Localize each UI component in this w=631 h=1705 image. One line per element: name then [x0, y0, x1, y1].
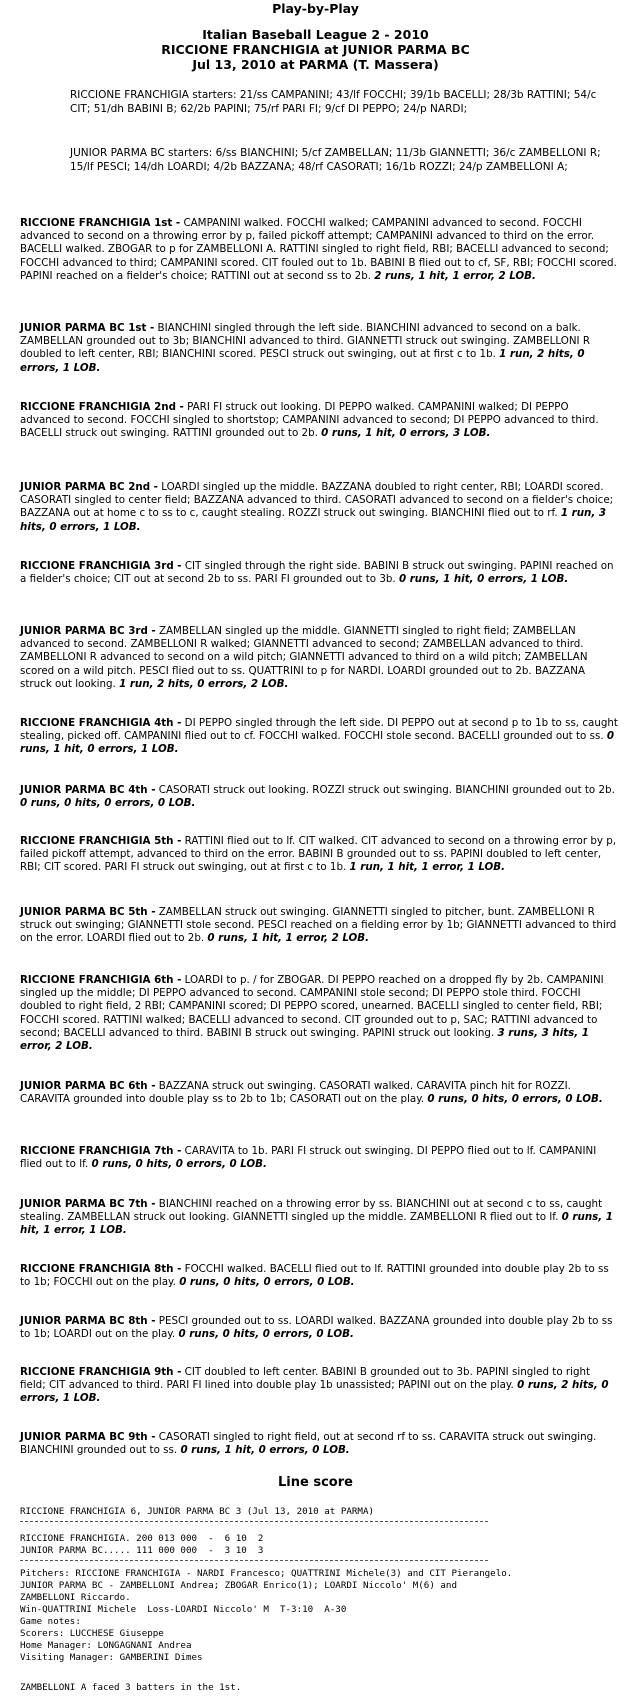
inning-result: 0 runs, 1 hit, 0 errors, 1 LOB.	[398, 573, 569, 586]
inning-label: RICCIONE FRANCHIGIA 8th -	[20, 1263, 182, 1275]
inning-label: JUNIOR PARMA BC 9th -	[20, 1431, 156, 1443]
inning-result: 1 run, 1 hit, 1 error, 1 LOB.	[349, 861, 506, 874]
game-note: Win-QUATTRINI Michele Loss-LOARDI Niccolo' M T-3:10 A-30	[20, 1604, 347, 1615]
inning-summary	[20, 401, 618, 441]
inning-summary	[20, 1263, 618, 1289]
inning-text: RATTINI flied out to lf. CIT walked. CIT advanced to second on a throwing error by p, failed pickoff attempt, advanced to third on the error. BABINI B grounded out to ss. PAPINI doubled to left center, RBI; CIT scored. PARI FI struck out swinging, out at first c to 1b.	[20, 835, 617, 874]
inning-text: BAZZANA struck out swinging. CASORATI walked. CARAVITA pinch hit for ROZZI. CARAVITA grounded into double play ss to 2b to 1b; CASORATI out on the play.	[20, 1080, 571, 1106]
inning-result: 3 runs, 3 hits, 1 error, 2 LOB.	[20, 1026, 589, 1053]
inning-summary	[20, 1315, 618, 1341]
inning-result: 1 run, 2 hits, 0 errors, 1 LOB.	[20, 348, 585, 374]
inning-text: DI PEPPO singled through the left side. DI PEPPO out at second p to 1b to ss, caught stealing, picked off. CAMPANINI flied out to cf. FOCCHI walked. FOCCHI stole second. BACELLI grounded out to ss.	[20, 717, 618, 743]
inning-result: 0 runs, 1 hit, 1 error, 2 LOB.	[207, 932, 370, 945]
inning-result: 1 run, 3 hits, 0 errors, 1 LOB.	[20, 507, 607, 533]
inning-summary	[20, 1366, 618, 1406]
inning-result: 0 runs, 0 hits, 0 errors, 0 LOB.	[427, 1093, 603, 1106]
inning-text: LOARDI to p. / for ZBOGAR. DI PEPPO reached on a dropped fly by 2b. CAMPANINI singled up the middle; DI PEPPO advanced to second. CAMPANINI stole second; DI PEPPO stole third. FOCCHI doubled to right field, 2 RBI; CAMPANINI scored; DI PEPPO scored, unearned. BACELLI singled to center field, RBI; FOCCHI scored. RATTINI walked; BACELLI advanced to second. CIT grounded out to p, SAC; RATTINI advanced to second; BACELLI advanced to third. BABINI B struck out swinging. PAPINI struck out looking.	[20, 974, 604, 1039]
inning-summary	[20, 784, 618, 810]
inning-summary	[20, 1145, 618, 1171]
inning-label: JUNIOR PARMA BC 4th -	[20, 784, 156, 796]
footer-note: ZAMBELLONI A faced 3 batters in the 1st.	[20, 1682, 242, 1693]
inning-text: CARAVITA to 1b. PARI FI struck out swinging. DI PEPPO flied out to lf. CAMPANINI flied out to lf.	[20, 1145, 597, 1171]
inning-text: PARI FI struck out looking. DI PEPPO walked. CAMPANINI walked; DI PEPPO advanced to second. FOCCHI singled to shortstop; CAMPANINI advanced to second; DI PEPPO advanced to third. BACELLI struck out swinging. RATTINI grounded out to 2b.	[20, 401, 599, 440]
game-note: Scorers: LUCCHESE Giuseppe	[20, 1628, 164, 1639]
inning-text: CIT singled through the right side. BABINI B struck out swinging. PAPINI reached on a fielder's choice; CIT out at second 2b to ss. PARI FI grounded out to 3b.	[20, 560, 614, 586]
inning-text: FOCCHI walked. BACELLI flied out to lf. RATTINI grounded into double play 2b to ss to 1b; FOCCHI out on the play.	[20, 1263, 609, 1289]
visitor-starters: RICCIONE FRANCHIGIA starters: 21/ss CAMPANINI; 43/lf FOCCHI; 39/1b BACELLI; 28/3b RATTINI; 54/c CIT; 51/dh BABINI B; 62/2b PAPINI; 75/rf PARI FI; 9/cf DI PEPPO; 24/p NARDI;	[70, 89, 597, 115]
inning-result: 0 runs, 0 hits, 0 errors, 0 LOB.	[91, 1158, 267, 1171]
inning-summary	[20, 1080, 618, 1106]
inning-text: CASORATI singled to right field, out at second rf to ss. CARAVITA struck out swinging. BIANCHINI grounded out to ss.	[20, 1431, 597, 1457]
game-note: Pitchers: RICCIONE FRANCHIGIA - NARDI Francesco; QUATTRINI Michele(3) and CIT Pierangelo.	[20, 1568, 513, 1579]
inning-summary	[20, 322, 618, 375]
divider	[20, 1521, 488, 1522]
inning-summary	[20, 835, 618, 875]
inning-summary	[20, 625, 618, 691]
inning-result: 1 run, 2 hits, 0 errors, 2 LOB.	[119, 677, 289, 690]
inning-result: 0 runs, 1 hit, 0 errors, 1 LOB.	[20, 730, 615, 756]
inning-summary	[20, 560, 618, 586]
inning-summary	[20, 481, 618, 534]
game-note: Home Manager: LONGAGNANI Andrea	[20, 1640, 192, 1651]
inning-result: 0 runs, 1 hit, 0 errors, 3 LOB.	[321, 427, 491, 440]
inning-summary	[20, 217, 618, 283]
home-line: JUNIOR PARMA BC..... 111 000 000 - 3 10 3	[20, 1545, 264, 1556]
inning-text: CIT doubled to left center. BABINI B grounded out to 3b. PAPINI singled to right field; CIT advanced to third. PARI FI lined into double play 1b unassisted; PAPINI out on the play.	[20, 1366, 591, 1392]
inning-result: 0 runs, 0 hits, 0 errors, 0 LOB.	[179, 1276, 355, 1289]
inning-text: CAMPANINI walked. FOCCHI walked; CAMPANINI advanced to second. FOCCHI advanced to second on a throwing error by p, failed pickoff attempt; CAMPANINI advanced to third on the error. BACELLI walked. ZBOGAR to p for ZAMBELLONI A. RATTINI singled to right field, RBI; BACELLI advanced to second; FOCCHI advanced to third; CAMPANINI scored. CIT fouled out to 1b. BABINI B flied out to cf, SF, RBI; FOCCHI scored. PAPINI reached on a fielder's choice; RATTINI out at second ss to 2b.	[20, 217, 617, 282]
inning-text: CASORATI struck out looking. ROZZI struck out swinging. BIANCHINI grounded out to 2b.	[155, 784, 615, 796]
inning-label: RICCIONE FRANCHIGIA 9th -	[20, 1366, 182, 1378]
inning-label: JUNIOR PARMA BC 3rd -	[20, 625, 156, 637]
inning-result: 0 runs, 1 hit, 1 error, 1 LOB.	[20, 1211, 613, 1237]
date-heading: Jul 13, 2010 at PARMA (T. Massera)	[192, 57, 439, 72]
inning-label: JUNIOR PARMA BC 5th -	[20, 906, 156, 918]
page-title: Play-by-Play	[272, 1, 359, 16]
inning-summary	[20, 974, 618, 1053]
inning-label: RICCIONE FRANCHIGIA 7th -	[20, 1145, 182, 1157]
inning-label: RICCIONE FRANCHIGIA 4th -	[20, 717, 182, 729]
divider	[20, 1560, 488, 1561]
game-note: Visiting Manager: GAMBERINI Dimes	[20, 1652, 203, 1663]
inning-summary	[20, 1431, 618, 1457]
inning-label: RICCIONE FRANCHIGIA 2nd -	[20, 401, 184, 413]
inning-label: JUNIOR PARMA BC 2nd -	[20, 481, 158, 493]
league-heading: Italian Baseball League 2 - 2010	[202, 27, 429, 42]
inning-result: 0 runs, 0 hits, 0 errors, 0 LOB.	[20, 797, 196, 810]
inning-text: PESCI grounded out to ss. LOARDI walked. BAZZANA grounded into double play 2b to ss to 1b; LOARDI out on the play.	[20, 1315, 613, 1341]
inning-label: JUNIOR PARMA BC 8th -	[20, 1315, 156, 1327]
inning-label: RICCIONE FRANCHIGIA 6th -	[20, 974, 182, 986]
inning-text: LOARDI singled up the middle. BAZZANA doubled to right center, RBI; LOARDI scored. CASORATI singled to center field; BAZZANA advanced to third. CASORATI advanced to second on a fielder's choice; BAZZANA out at home c to ss to c, caught stealing. ROZZI struck out swinging. BIANCHINI flied out to rf.	[20, 481, 614, 520]
inning-label: RICCIONE FRANCHIGIA 1st -	[20, 217, 181, 229]
matchup-heading: RICCIONE FRANCHIGIA at JUNIOR PARMA BC	[161, 42, 470, 57]
inning-text: ZAMBELLAN struck out swinging. GIANNETTI singled to pitcher, bunt. ZAMBELLONI R struck out swinging; GIANNETTI stole second. PESCI reached on a fielding error by 1b; GIANNETTI advanced to third on the error. LOARDI flied out to 2b.	[20, 906, 617, 945]
game-note: ZAMBELLONI Riccardo.	[20, 1592, 131, 1603]
inning-text: ZAMBELLAN singled up the middle. GIANNETTI singled to right field; ZAMBELLAN advanced to second. ZAMBELLONI R walked; GIANNETTI advanced to second; ZAMBELLAN advanced to third. ZAMBELLONI R advanced to second on a wild pitch; GIANNETTI advanced to third on a wild pitch; ZAMBELLAN scored on a wild pitch. PESCI flied out to ss. QUATTRINI to p for NARDI. LOARDI grounded out to 2b. BAZZANA struck out looking.	[20, 625, 588, 690]
inning-label: JUNIOR PARMA BC 7th -	[20, 1198, 156, 1210]
inning-label: JUNIOR PARMA BC 6th -	[20, 1080, 156, 1092]
game-note: JUNIOR PARMA BC - ZAMBELLONI Andrea; ZBOGAR Enrico(1); LOARDI Niccolo' M(6) and	[20, 1580, 457, 1591]
inning-result: 0 runs, 0 hits, 0 errors, 0 LOB.	[178, 1328, 354, 1341]
inning-label: RICCIONE FRANCHIGIA 3rd -	[20, 560, 182, 572]
home-starters: JUNIOR PARMA BC starters: 6/ss BIANCHINI; 5/cf ZAMBELLAN; 11/3b GIANNETTI; 36/c ZAMBELLONI R; 15/lf PESCI; 14/dh LOARDI; 4/2b BAZZANA; 48/rf CASORATI; 16/1b ROZZI; 24/p ZAMBELLONI A;	[70, 147, 601, 173]
inning-result: 2 runs, 1 hit, 1 error, 2 LOB.	[374, 269, 536, 282]
inning-result: 0 runs, 2 hits, 0 errors, 1 LOB.	[20, 1379, 609, 1405]
inning-label: RICCIONE FRANCHIGIA 5th -	[20, 835, 182, 847]
final-score: RICCIONE FRANCHIGIA 6, JUNIOR PARMA BC 3 (Jul 13, 2010 at PARMA)	[20, 1506, 375, 1517]
inning-summary	[20, 717, 618, 757]
inning-summary	[20, 1198, 618, 1238]
line-score-title: Line score	[278, 1475, 353, 1490]
inning-result: 0 runs, 1 hit, 0 errors, 0 LOB.	[180, 1444, 350, 1457]
inning-label: JUNIOR PARMA BC 1st -	[20, 322, 155, 334]
inning-text: BIANCHINI singled through the left side. BIANCHINI advanced to second on a balk. ZAMBELLAN grounded out to 3b; BIANCHINI advanced to third. GIANNETTI struck out swinging. ZAMBELLONI R doubled to left center, RBI; BIANCHINI scored. PESCI struck out swinging, out at first c to 1b.	[20, 322, 590, 361]
inning-text: BIANCHINI reached on a throwing error by ss. BIANCHINI out at second c to ss, caught stealing. ZAMBELLAN struck out looking. GIANNETTI singled up the middle. ZAMBELLONI R flied out to lf.	[20, 1198, 603, 1224]
inning-summary	[20, 906, 618, 946]
game-note: Game notes:	[20, 1616, 81, 1627]
visitor-line: RICCIONE FRANCHIGIA. 200 013 000 - 6 10 2	[20, 1533, 264, 1544]
